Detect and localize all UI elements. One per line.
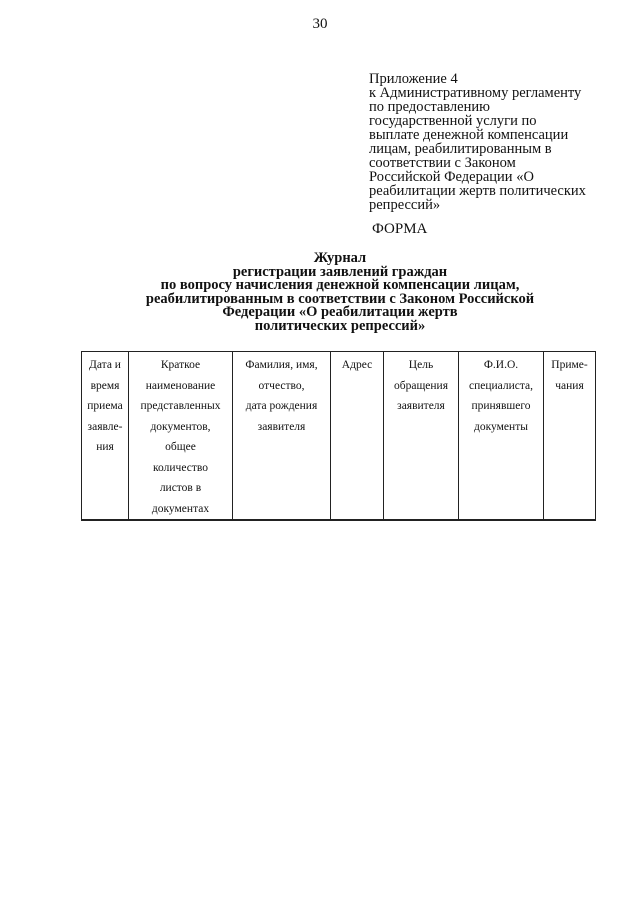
column-header-purpose xyxy=(384,352,459,521)
appendix-line: Российской Федерации «О xyxy=(369,169,534,185)
header-line: ния xyxy=(96,441,114,453)
header-line: обращения xyxy=(393,379,448,392)
header-line: принявшего xyxy=(471,400,531,412)
journal-title-line: по вопросу начисления денежной компенсации лицам, xyxy=(160,277,520,294)
journal-title-line: Журнал xyxy=(313,250,367,266)
appendix-block xyxy=(369,72,609,212)
header-line: документах xyxy=(151,502,210,515)
journal-title xyxy=(80,252,600,334)
appendix-line: Приложение 4 xyxy=(369,71,458,87)
column-header-address xyxy=(331,352,384,521)
form-label: ФОРМА xyxy=(372,221,428,237)
journal-title-line: регистрации заявлений граждан xyxy=(232,263,448,280)
header-line: документы xyxy=(474,420,528,433)
header-line: отчество, xyxy=(258,379,305,392)
journal-title-line: реабилитированным в соответствии с Законом Российской xyxy=(145,290,535,307)
appendix-line: по предоставлению xyxy=(369,99,490,115)
appendix-line: реабилитации жертв политических xyxy=(369,183,586,199)
appendix-line: к Административному регламенту xyxy=(369,85,582,101)
header-line: заявле- xyxy=(87,420,123,433)
header-line: наименование xyxy=(145,379,216,392)
header-line: время xyxy=(90,379,120,392)
header-line: документов, xyxy=(150,420,211,433)
column-header-specialist xyxy=(459,352,544,521)
header-line: приема xyxy=(87,400,123,412)
column-header-applicant xyxy=(233,352,331,521)
journal-title-line: Федерации «О реабилитации жертв xyxy=(222,304,458,321)
appendix-line: репрессий» xyxy=(369,197,441,213)
column-header-documents xyxy=(129,352,233,521)
header-line: Цель xyxy=(408,359,434,371)
header-line: Фамилия, имя, xyxy=(245,359,318,371)
header-line: дата рождения xyxy=(245,400,318,412)
journal-title-line: политических репрессий» xyxy=(254,317,426,334)
header-line: заявителя xyxy=(397,400,445,412)
header-line: специалиста, xyxy=(468,379,534,392)
header-line: общее xyxy=(165,441,196,453)
header-line: Дата и xyxy=(89,359,121,371)
appendix-line: государственной услуги по xyxy=(369,113,537,129)
column-header-date xyxy=(82,352,129,521)
header-line: Краткое xyxy=(160,359,201,371)
table-header-row xyxy=(82,352,596,521)
appendix-line: выплате денежной компенсации xyxy=(369,127,569,143)
page-number: 30 xyxy=(312,16,328,32)
journal-table xyxy=(81,351,596,521)
header-line: Приме- xyxy=(551,359,588,371)
header-line: представленных xyxy=(140,400,221,412)
header-line: Ф.И.О. xyxy=(483,359,519,371)
header-line: листов в xyxy=(159,482,202,494)
appendix-line: лицам, реабилитированным в xyxy=(369,141,552,157)
header-line: заявителя xyxy=(257,420,306,433)
appendix-line: соответствии с Законом xyxy=(369,155,516,171)
header-line: количество xyxy=(153,461,208,474)
header-line: Адрес xyxy=(341,359,373,371)
column-header-notes xyxy=(544,352,596,521)
header-line: чания xyxy=(555,379,584,392)
